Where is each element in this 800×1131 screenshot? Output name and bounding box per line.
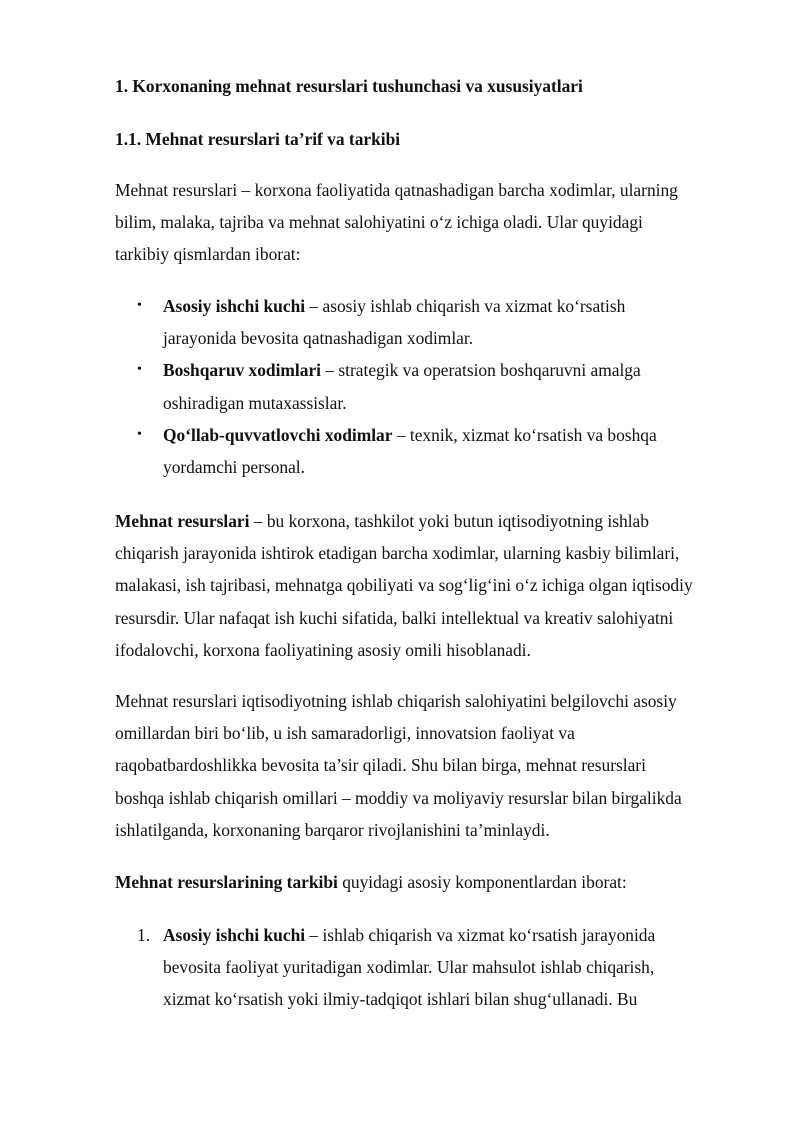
importance-paragraph xyxy=(115,685,745,846)
text-line: tarkibiy qismlardan iborat: xyxy=(115,244,301,265)
list-item-text: yordamchi personal. xyxy=(163,457,305,478)
list-item xyxy=(115,290,745,354)
list-item-term: Asosiy ishchi kuchi xyxy=(163,296,306,316)
list-item-text: oshiradigan mutaxassislar. xyxy=(163,392,347,413)
text-line: boshqa ishlab chiqarish omillari – moddiy va moliyaviy resurslar bilan birgalikda xyxy=(115,787,682,808)
text-line: quyidagi asosiy komponentlardan iborat: xyxy=(337,872,627,892)
bullet-list xyxy=(115,290,745,483)
list-item-text: – strategik va operatsion boshqaruvni amalga xyxy=(321,360,641,381)
list-item-term: Qo‘llab-quvvatlovchi xodimlar xyxy=(163,424,393,445)
paragraph-term: Mehnat resurslari xyxy=(115,511,250,531)
list-item-text: – texnik, xizmat ko‘rsatish va boshqa xyxy=(392,424,657,445)
list-item-text: – ishlab chiqarish va xizmat ko‘rsatish jarayonida xyxy=(305,925,656,945)
composition-paragraph xyxy=(115,866,745,898)
list-item-text: bevosita faoliyat yuritadigan xodimlar. Ular mahsulot ishlab chiqarish, xyxy=(163,957,655,978)
list-item-text: xizmat ko‘rsatish yoki ilmiy-tadqiqot ishlari bilan shug‘ullanadi. Bu xyxy=(163,989,638,1010)
text-line: omillardan biri bo‘lib, u ish samaradorligi, innovatsion faoliyat va xyxy=(115,723,575,744)
text-line: raqobatbardoshlikka bevosita ta’sir qiladi. Shu bilan birga, mehnat resurslari xyxy=(115,755,646,776)
list-item-term: Asosiy ishchi kuchi xyxy=(163,925,306,945)
section-heading: 1. Korxonaning mehnat resurslari tushunchasi va xususiyatlari xyxy=(115,76,583,96)
paragraph-term: Mehnat resurslarining tarkibi xyxy=(115,872,338,892)
text-line: chiqarish jarayonida ishtirok etadigan barcha xodimlar, ularning kasbiy bilimlari, xyxy=(115,543,680,564)
intro-paragraph xyxy=(115,174,745,271)
text-line: ishlatilganda, korxonaning barqaror rivojlanishini ta’minlaydi. xyxy=(115,819,550,840)
text-line: Mehnat resurslari iqtisodiyotning ishlab chiqarish salohiyatini belgilovchi asosiy xyxy=(115,691,677,711)
text-line: ifodalovchi, korxona faoliyatining asosiy omili hisoblanadi. xyxy=(115,639,531,660)
list-item xyxy=(115,354,745,418)
subsection-heading: 1.1. Mehnat resurslari ta’rif va tarkibi xyxy=(115,129,401,149)
number-marker: 1. xyxy=(137,925,151,945)
bullet-marker: • xyxy=(137,298,142,313)
text-line: – bu korxona, tashkilot yoki butun iqtisodiyotning ishlab xyxy=(249,511,649,531)
list-item xyxy=(115,919,745,1016)
text-line: Mehnat resurslari – korxona faoliyatida qatnashadigan barcha xodimlar, ularning xyxy=(115,180,678,200)
text-line: resursdir. Ular nafaqat ish kuchi sifatida, balki intellektual va kreativ salohiyatni xyxy=(115,607,674,628)
definition-paragraph xyxy=(115,505,745,666)
list-item-text: jarayonida bevosita qatnashadigan xodimlar. xyxy=(163,328,474,349)
bullet-marker: • xyxy=(137,362,142,378)
text-line: bilim, malaka, tajriba va mehnat salohiyatini o‘z ichiga oladi. Ular quyidagi xyxy=(115,212,643,233)
bullet-marker: • xyxy=(137,426,142,442)
list-item xyxy=(115,419,745,483)
text-line: malakasi, ish tajribasi, mehnatga qobiliyati va sog‘lig‘ini o‘z ichiga olgan iqtisodiy xyxy=(115,575,693,596)
numbered-list xyxy=(115,919,745,1016)
list-item-term: Boshqaruv xodimlari xyxy=(163,360,321,381)
list-item-text: – asosiy ishlab chiqarish va xizmat ko‘rsatish xyxy=(305,296,626,316)
